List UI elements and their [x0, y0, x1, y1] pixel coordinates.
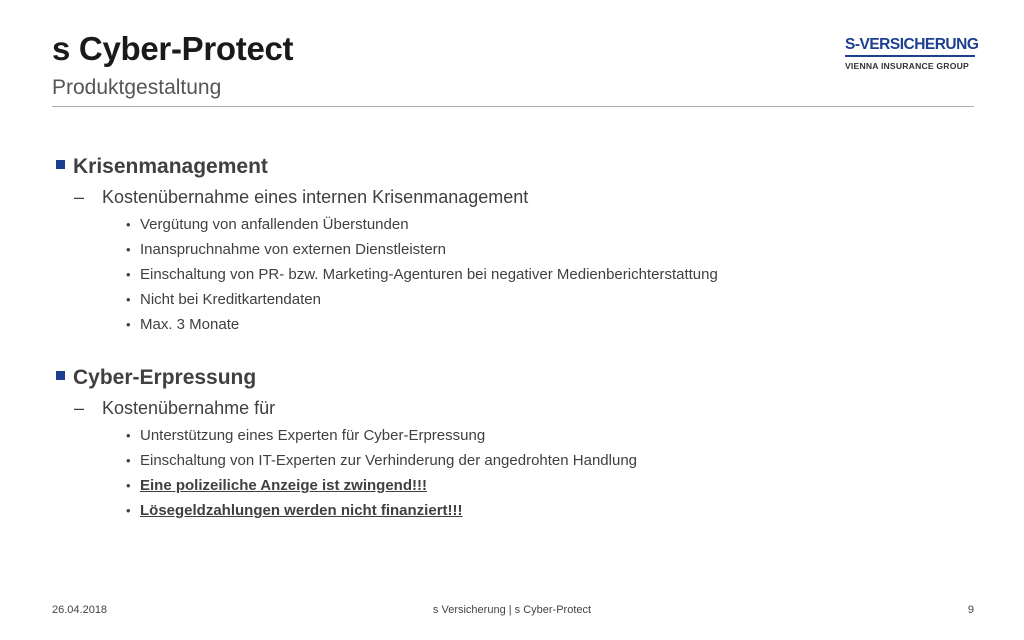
- square-bullet-icon: [56, 371, 65, 380]
- dot-bullet-icon: •: [126, 292, 131, 307]
- slide-subtitle: Produktgestaltung: [52, 76, 222, 99]
- list-item-text: Inanspruchnahme von externen Dienstleistern: [140, 241, 447, 258]
- footer-center-text: s Versicherung | s Cyber-Protect: [432, 604, 592, 616]
- subheading-row: [74, 393, 972, 423]
- list-item: [126, 473, 972, 498]
- list-item-text: Max. 3 Monate: [140, 316, 240, 333]
- section-heading: Cyber-Erpressung: [73, 366, 257, 389]
- list-item: [126, 423, 972, 448]
- logo-underline: [845, 55, 975, 57]
- list-item: [126, 312, 972, 337]
- list-item: [126, 498, 972, 523]
- dot-bullet-icon: •: [126, 267, 131, 282]
- section-subheading: Kostenübernahme für: [102, 397, 276, 418]
- list-item-text: Einschaltung von IT-Experten zur Verhinderung der angedrohten Handlung: [140, 452, 637, 469]
- dot-bullet-icon: •: [126, 453, 131, 468]
- list-item-text: Einschaltung von PR- bzw. Marketing-Agenturen bei negativer Medienberichterstattung: [140, 266, 718, 283]
- dot-bullet-icon: •: [126, 242, 131, 257]
- header-divider: [52, 106, 974, 107]
- company-logo: [845, 36, 979, 71]
- list-item: [126, 448, 972, 473]
- highlighted-item-text: Lösegeldzahlungen werden nicht finanziert!!!: [140, 502, 463, 519]
- subheading-row: [74, 182, 972, 212]
- square-bullet-icon: [56, 160, 65, 169]
- dot-bullet-icon: •: [126, 503, 131, 518]
- slide-title: s Cyber-Protect: [52, 30, 294, 67]
- dot-bullet-icon: •: [126, 478, 131, 493]
- list-item: [126, 262, 972, 287]
- list-item-text: Vergütung von anfallenden Überstunden: [140, 216, 409, 233]
- list-item-text: Unterstützung eines Experten für Cyber-Erpressung: [140, 427, 486, 444]
- page-number: 9: [967, 604, 974, 616]
- highlighted-item-text: Eine polizeiliche Anzeige ist zwingend!!!: [140, 477, 427, 494]
- section-heading-row: [52, 363, 972, 393]
- logo-main-text: S-VERSICHERUNG: [845, 36, 979, 53]
- list-item: [126, 287, 972, 312]
- section-heading-row: [52, 152, 972, 182]
- section-heading: Krisenmanagement: [73, 155, 268, 178]
- list-item: [126, 212, 972, 237]
- footer-date: 26.04.2018: [52, 604, 108, 616]
- dot-bullet-icon: •: [126, 428, 131, 443]
- dot-bullet-icon: •: [126, 217, 131, 232]
- section-subheading: Kostenübernahme eines internen Krisenmanagement: [102, 186, 529, 207]
- list-item-text: Nicht bei Kreditkartendaten: [140, 291, 321, 308]
- dash-bullet-icon: –: [74, 186, 85, 207]
- dot-bullet-icon: •: [126, 317, 131, 332]
- dash-bullet-icon: –: [74, 397, 85, 418]
- list-item: [126, 237, 972, 262]
- logo-sub-text: VIENNA INSURANCE GROUP: [845, 61, 969, 71]
- slide-content: [52, 152, 972, 549]
- section-krisenmanagement: [52, 152, 972, 337]
- section-cyber-erpressung: [52, 363, 972, 523]
